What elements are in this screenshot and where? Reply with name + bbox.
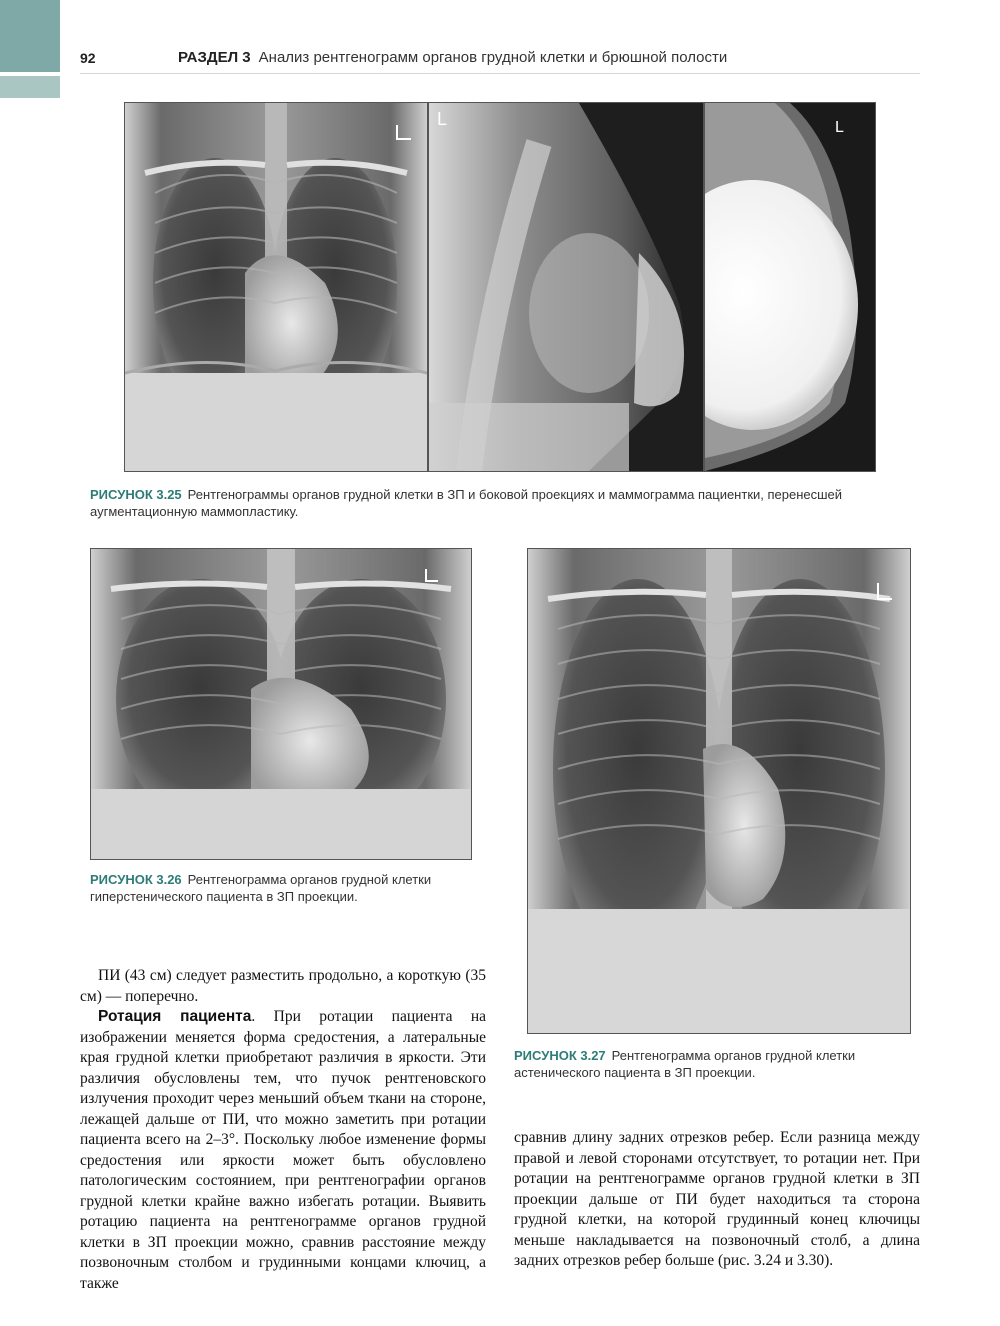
figure-3-26-caption: [90, 871, 490, 905]
side-marker: L: [437, 109, 448, 129]
figure-3-25-lateral-radiograph: [428, 102, 704, 472]
edge-tab-lower: [0, 76, 60, 98]
section-title: Анализ рентгенограмм органов грудной клетки и брюшной полости: [258, 49, 728, 66]
page-number: 92: [80, 50, 96, 66]
body-paragraph-rotation: [80, 1007, 486, 1294]
caption-text: Рентгенограмма органов грудной клетки астенического пациента в ЗП проекции.: [514, 1048, 856, 1080]
section-label: РАЗДЕЛ 3: [178, 49, 251, 66]
caption-label: РИСУНОК 3.26: [90, 872, 182, 887]
edge-tab: [0, 0, 60, 72]
body-paragraph-continuation: ПИ (43 см) следует разместить продольно, а короткую (35 см) — поперечно.: [80, 967, 486, 1005]
figure-3-25-pa-radiograph: [124, 102, 428, 472]
caption-label: РИСУНОК 3.25: [90, 487, 182, 502]
figure-3-25-mammogram: [704, 102, 876, 472]
caption-text: Рентгенограмма органов грудной клетки гиперстенического пациента в ЗП проекции.: [90, 872, 432, 904]
header-rule: [80, 73, 920, 74]
paragraph-text: . При ротации пациента на изображении меняется форма средостения, а латеральные края грудной клетки приобретают различия в яркости. Эти различия обусловлены тем, что пучок рентгеновского излучения проходит через меньший объем ткани на стороне, лежащей дальше от ПИ, что можно заметить при ротации пациента всего на 2–3°. Поскольку любое изменение формы средостения или яркости может быть обусловлено патологическим состоянием, при рентгенографии органов грудной клетки крайне важно избегать ротации. Выявить ротацию пациента на рентгенограмме органов грудной клетки в ЗП проекции можно, сравнив расстояние между позвоночным столбом и грудинными концами ключиц, а также: [80, 1008, 486, 1292]
caption-text: Рентгенограммы органов грудной клетки в ЗП и боковой проекциях и маммограмма пациентки, перенесшей аугментационную маммопластику.: [90, 487, 843, 519]
side-marker: L: [835, 119, 844, 136]
figure-3-25-caption: [90, 486, 920, 520]
figure-3-27-radiograph: [527, 548, 911, 1034]
figure-3-26-radiograph: [90, 548, 472, 860]
figure-3-27-caption: [514, 1047, 914, 1081]
caption-label: РИСУНОК 3.27: [514, 1048, 606, 1063]
run-in-heading: Ротация пациента: [98, 1008, 252, 1025]
body-paragraph-right-column: сравнив длину задних отрезков ребер. Если разница между правой и левой сторонами отсутствует, то ротации нет. При ротации на рентгенограмме органов грудной клетки в ЗП проекции дальше от ПИ будет находиться та сторона грудной клетки, на которой грудинный конец ключицы меньше накладывается на позвоночный столб, а длина задних отрезков ребер больше (рис. 3.24 и 3.30).: [514, 1129, 920, 1269]
running-header: [178, 49, 727, 66]
